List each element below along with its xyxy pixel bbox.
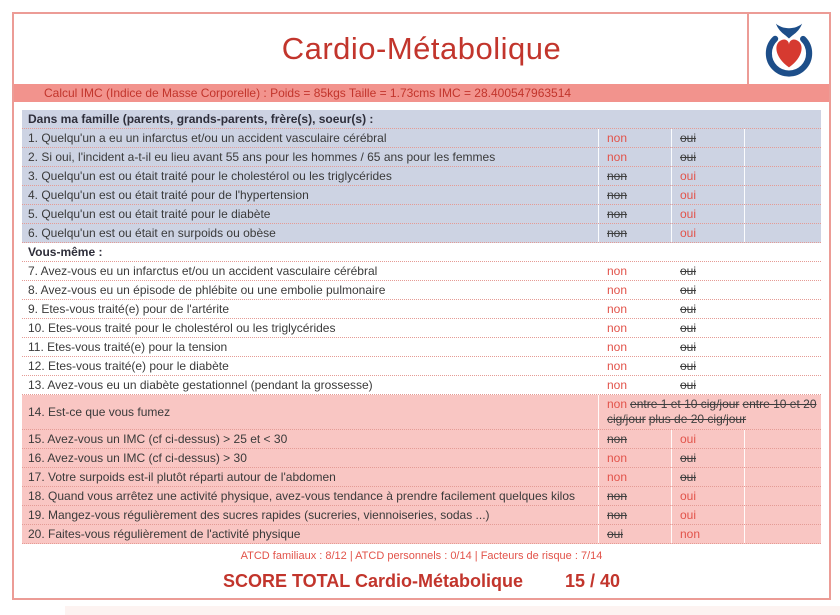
question-row: [22, 468, 821, 487]
section-header-row: [22, 110, 821, 129]
answer-cell: [744, 224, 821, 242]
answer-cell[interactable]: [598, 506, 671, 524]
question-row: [22, 281, 821, 300]
answer-cell[interactable]: [598, 262, 671, 280]
answer-cell[interactable]: [598, 148, 671, 166]
question-text: 14. Est-ce que vous fumez: [28, 405, 171, 419]
questionnaire-page: [12, 12, 831, 600]
question-text: 7. Avez-vous eu un infarctus et/ou un accident vasculaire cérébral: [28, 264, 378, 278]
heart-in-hands-logo-icon: [761, 21, 817, 77]
answer-option[interactable]: non: [607, 451, 628, 465]
clinic-logo: [747, 14, 829, 84]
answer-option[interactable]: entre 1 et 10 cig/jour: [630, 397, 740, 411]
answer-cell[interactable]: [598, 468, 671, 486]
answer-option[interactable]: non: [607, 489, 628, 503]
total-score-line: [14, 571, 829, 592]
question-row: [22, 395, 821, 430]
answer-cell[interactable]: [598, 281, 671, 299]
answer-cell: [744, 376, 821, 394]
question-row: [22, 262, 821, 281]
answer-cell[interactable]: [671, 262, 744, 280]
answer-cell: [744, 357, 821, 375]
total-score-label: SCORE TOTAL Cardio-Métabolique: [222, 571, 523, 591]
answer-cell: [744, 281, 821, 299]
answer-cell[interactable]: [598, 167, 671, 185]
answer-cell[interactable]: [598, 357, 671, 375]
section-header-text: Vous-même :: [28, 245, 103, 259]
answer-option[interactable]: oui: [680, 340, 697, 354]
answer-cell[interactable]: [671, 376, 744, 394]
question-text: 15. Avez-vous un IMC (cf ci-dessus) > 25 et < 30: [28, 432, 288, 446]
answer-cell[interactable]: [671, 338, 744, 356]
answer-cell[interactable]: [671, 525, 744, 543]
answer-cell[interactable]: [598, 449, 671, 467]
answer-cell: [744, 167, 821, 185]
question-text: 1. Quelqu'un a eu un infarctus et/ou un accident vasculaire cérébral: [28, 131, 387, 145]
question-text: 9. Etes-vous traité(e) pour de l'artérite: [28, 302, 230, 316]
question-text: 3. Quelqu'un est ou était traité pour le cholestérol ou les triglycérides: [28, 169, 392, 183]
answer-cell[interactable]: [598, 224, 671, 242]
section-header-text: Dans ma famille (parents, grands-parents, frère(s), soeur(s) :: [28, 112, 374, 126]
answer-option[interactable]: non: [607, 359, 628, 373]
answer-option[interactable]: oui: [680, 489, 697, 503]
answer-option[interactable]: oui: [680, 359, 697, 373]
question-text: 17. Votre surpoids est-il plutôt réparti autour de l'abdomen: [28, 470, 336, 484]
answer-option[interactable]: non: [607, 131, 628, 145]
answer-cell[interactable]: [671, 506, 744, 524]
answer-cell: [744, 205, 821, 223]
question-text: 16. Avez-vous un IMC (cf ci-dessus) > 30: [28, 451, 247, 465]
answer-cell[interactable]: [671, 205, 744, 223]
answer-option[interactable]: oui: [680, 226, 697, 240]
answer-cell: [744, 338, 821, 356]
question-text: 11. Etes-vous traité(e) pour la tension: [28, 340, 228, 354]
answer-option[interactable]: non: [607, 226, 628, 240]
answer-option[interactable]: plus de 20 cig/jour: [648, 412, 747, 426]
answer-option[interactable]: oui: [680, 131, 697, 145]
answer-option[interactable]: non: [607, 207, 628, 221]
question-text: 5. Quelqu'un est ou était traité pour le diabète: [28, 207, 271, 221]
answer-cell[interactable]: [671, 224, 744, 242]
answer-cell[interactable]: [671, 129, 744, 147]
answer-option[interactable]: oui: [680, 150, 697, 164]
answer-cell: [744, 506, 821, 524]
answer-cell[interactable]: [598, 487, 671, 505]
question-row: [22, 319, 821, 338]
question-row: [22, 129, 821, 148]
answer-option[interactable]: oui: [607, 527, 624, 541]
answer-option[interactable]: non: [607, 321, 628, 335]
question-row: [22, 376, 821, 395]
answer-option[interactable]: non: [607, 302, 628, 316]
question-row: [22, 506, 821, 525]
answer-cell[interactable]: [598, 338, 671, 356]
answer-cell[interactable]: [671, 357, 744, 375]
answer-cell[interactable]: [598, 186, 671, 204]
bottom-strip: [65, 606, 840, 615]
answer-option[interactable]: non: [607, 432, 628, 446]
question-row: [22, 300, 821, 319]
question-row: [22, 186, 821, 205]
answer-option[interactable]: oui: [680, 378, 697, 392]
answer-cell[interactable]: [671, 319, 744, 337]
answer-cell[interactable]: [598, 430, 671, 448]
answer-option[interactable]: oui: [680, 264, 697, 278]
answer-cell[interactable]: [671, 186, 744, 204]
question-text: 6. Quelqu'un est ou était en surpoids ou obèse: [28, 226, 276, 240]
answer-cell: [744, 186, 821, 204]
answer-cell[interactable]: [671, 449, 744, 467]
question-text: 20. Faites-vous régulièrement de l'activité physique: [28, 527, 301, 541]
answer-cell[interactable]: [598, 300, 671, 318]
answer-option[interactable]: non: [607, 397, 628, 411]
answer-option[interactable]: oui: [680, 321, 697, 335]
question-row: [22, 148, 821, 167]
answer-cell[interactable]: [671, 300, 744, 318]
question-row: [22, 525, 821, 544]
page-header: [14, 14, 829, 84]
answer-option[interactable]: oui: [680, 283, 697, 297]
answer-cell[interactable]: [598, 129, 671, 147]
question-text: 10. Etes-vous traité pour le cholestérol ou les triglycérides: [28, 321, 336, 335]
questionnaire-table: [22, 110, 821, 544]
answer-cell[interactable]: [671, 281, 744, 299]
question-text: 19. Mangez-vous régulièrement des sucres rapides (sucreries, viennoiseries, sodas ...): [28, 508, 490, 522]
answer-cell[interactable]: [598, 525, 671, 543]
question-text: 12. Etes-vous traité(e) pour le diabète: [28, 359, 229, 373]
answer-cell[interactable]: [598, 205, 671, 223]
total-score-value: 15 / 40: [564, 571, 621, 591]
answer-option[interactable]: oui: [680, 432, 697, 446]
question-text: 18. Quand vous arrêtez une activité physique, avez-vous tendance à prendre facilement quelques kilos: [28, 489, 575, 503]
question-row: [22, 487, 821, 506]
answer-option[interactable]: oui: [680, 302, 697, 316]
answer-cell: [744, 129, 821, 147]
section-header-row: [22, 243, 821, 262]
answer-option[interactable]: oui: [680, 188, 697, 202]
answer-cell[interactable]: [671, 487, 744, 505]
answer-cell: [744, 525, 821, 543]
answer-cell: [744, 262, 821, 280]
answer-option[interactable]: non: [607, 264, 628, 278]
answer-option[interactable]: non: [607, 283, 628, 297]
imc-calculation-bar: Calcul IMC (Indice de Masse Corporelle) : Poids = 85kgs Taille = 1.73cms IMC = 28.400547963514: [14, 84, 829, 102]
answer-option[interactable]: non: [607, 378, 628, 392]
answer-option[interactable]: non: [607, 188, 628, 202]
answer-cell: [744, 300, 821, 318]
question-text: 13. Avez-vous eu un diabète gestationnel (pendant la grossesse): [28, 378, 373, 392]
answer-cell: [744, 148, 821, 166]
answer-option[interactable]: entre 10 et 20 cig/jour: [607, 397, 817, 426]
answer-options[interactable]: [598, 395, 821, 429]
page-title: Cardio-Métabolique: [281, 31, 562, 66]
answer-cell: [744, 468, 821, 486]
answer-cell[interactable]: [671, 430, 744, 448]
answer-option[interactable]: non: [607, 340, 628, 354]
question-row: [22, 205, 821, 224]
answer-cell: [744, 319, 821, 337]
answer-option[interactable]: oui: [680, 169, 697, 183]
answer-option[interactable]: oui: [680, 207, 697, 221]
answer-option[interactable]: non: [607, 169, 628, 183]
answer-option[interactable]: oui: [680, 508, 697, 522]
answer-option[interactable]: non: [607, 508, 628, 522]
answer-cell[interactable]: [598, 319, 671, 337]
question-text: 8. Avez-vous eu un épisode de phlébite ou une embolie pulmonaire: [28, 283, 386, 297]
answer-option[interactable]: oui: [680, 470, 697, 484]
question-row: [22, 167, 821, 186]
question-row: [22, 449, 821, 468]
answer-option[interactable]: non: [607, 470, 628, 484]
answer-cell: [744, 449, 821, 467]
answer-cell[interactable]: [598, 376, 671, 394]
answer-option[interactable]: oui: [680, 451, 697, 465]
question-row: [22, 224, 821, 243]
question-text: 4. Quelqu'un est ou était traité pour de l'hypertension: [28, 188, 309, 202]
answer-option[interactable]: non: [607, 150, 628, 164]
answer-cell: [744, 487, 821, 505]
answer-cell[interactable]: [671, 468, 744, 486]
answer-cell[interactable]: [671, 167, 744, 185]
answer-cell: [744, 430, 821, 448]
answer-cell[interactable]: [671, 148, 744, 166]
question-text: 2. Si oui, l'incident a-t-il eu lieu avant 55 ans pour les hommes / 65 ans pour les femmes: [28, 150, 496, 164]
question-row: [22, 357, 821, 376]
answer-option[interactable]: non: [680, 527, 701, 541]
question-row: [22, 338, 821, 357]
question-row: [22, 430, 821, 449]
subscores-line: ATCD familiaux : 8/12 | ATCD personnels : 0/14 | Facteurs de risque : 7/14: [240, 550, 603, 562]
